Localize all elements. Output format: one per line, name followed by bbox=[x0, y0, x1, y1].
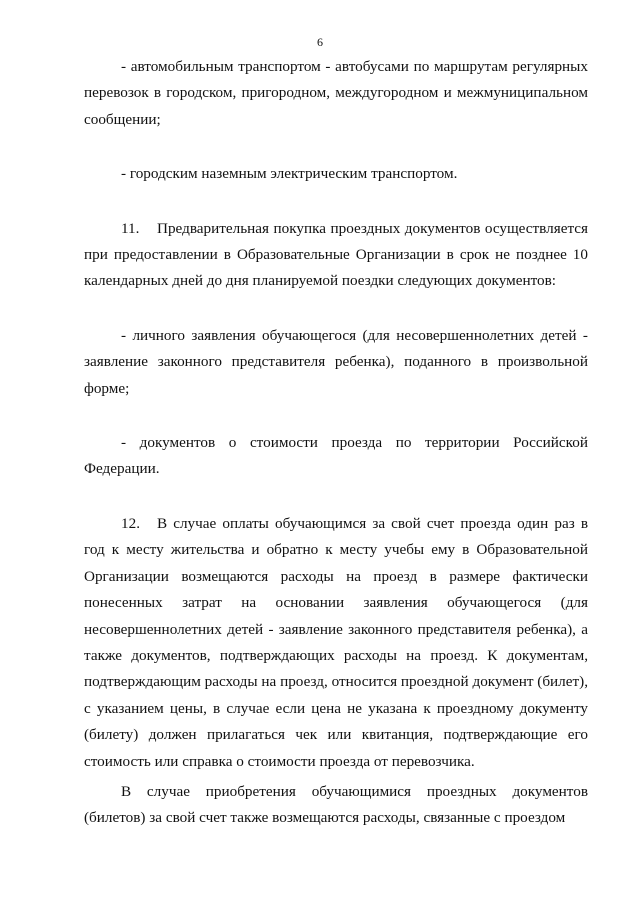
paragraph-12 bbox=[84, 511, 588, 775]
clause-number-11: 11. bbox=[121, 219, 140, 237]
paragraph-electric-transport: - городским наземным электрическим транспортом. bbox=[121, 165, 458, 183]
paragraph-personal-application: - личного заявления обучающегося (для несовершеннолетних детей - заявление законного представителя ребенка), поданного в произвольной форме; bbox=[84, 326, 588, 397]
document-body bbox=[84, 54, 588, 832]
page-number: 6 bbox=[317, 35, 323, 49]
paragraph-11 bbox=[84, 216, 588, 295]
paragraph-11-text: Предварительная покупка проездных документов осуществляется при предоставлении в Образовательные Организации в срок не позднее 10 календарных дней до дня планируемой поездки следующих документов: bbox=[84, 219, 588, 290]
paragraph-road-transport: - автомобильным транспортом - автобусами по маршрутам регулярных перевозок в городском, пригородном, междугородном и межмуниципальном сообщении; bbox=[84, 58, 588, 128]
paragraph-travel-cost-documents: - документов о стоимости проезда по территории Российской Федерации. bbox=[84, 434, 588, 478]
paragraph-12-text: В случае оплаты обучающимся за свой счет проезда один раз в год к месту жительства и обратно к месту учебы ему в Образовательной Организации возмещаются расходы на проезд в размере фактически понесенных затрат на основании заявления обучающегося (для несовершеннолетних детей - заявление законного представителя ребенка), а также документов, подтверждающих расходы на проезд. К документам, подтверждающим расходы на проезд, относится проездной документ (билет), с указанием цены, в случае если цена не указана к проездному документу (билету) должен прилагаться чек или квитанция, подтверждающие его стоимость или справка о стоимости проезда от перевозчика. bbox=[84, 514, 588, 770]
clause-number-12: 12. bbox=[121, 514, 140, 532]
paragraph-ticket-purchase: В случае приобретения обучающимися проездных документов (билетов) за свой счет также возмещаются расходы, связанные с проездом bbox=[84, 782, 588, 827]
